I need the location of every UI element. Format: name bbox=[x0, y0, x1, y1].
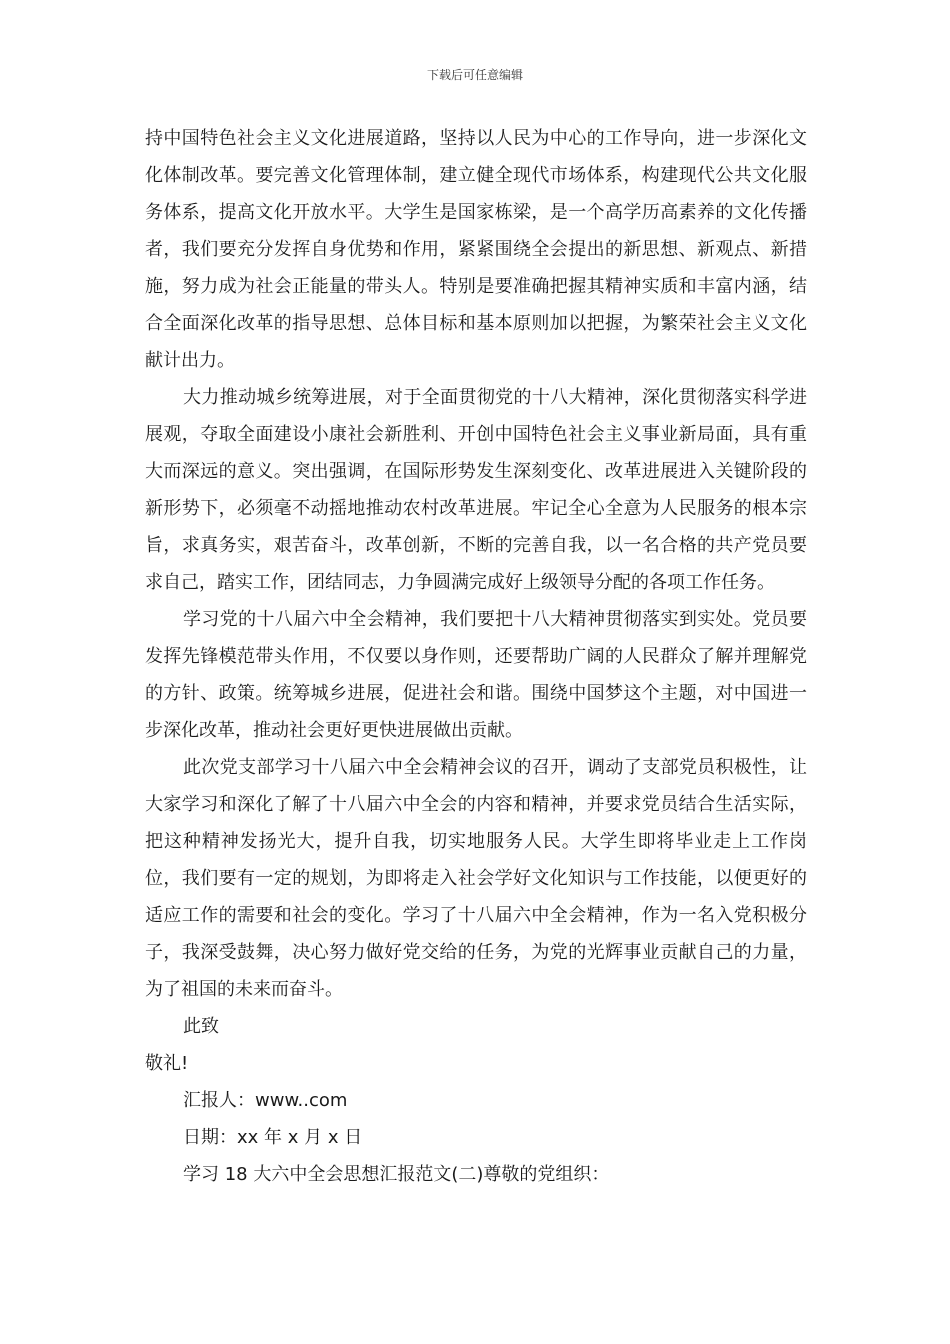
document-body bbox=[145, 120, 807, 1193]
closing-respect: 敬礼! bbox=[145, 1053, 189, 1074]
next-section-title: 学习 18 大六中全会思想汇报范文(二)尊敬的党组织： bbox=[183, 1164, 610, 1185]
date-line: 日期：xx 年 x 月 x 日 bbox=[183, 1127, 363, 1148]
header-note: 下载后可任意编辑 bbox=[426, 68, 523, 82]
paragraph: 大力推动城乡统筹进展，对于全面贯彻党的十八大精神，深化贯彻落实科学进展观，夺取全面建设小康社会新胜利、开创中国特色社会主义事业新局面，具有重大而深远的意义。突出强调，在国际形势发生深刻变化、改革进展进入关键阶段的新形势下，必须毫不动摇地推动农村改革进展。牢记全心全意为人民服务的根本宗旨，求真务实，艰苦奋斗，改革创新，不断的完善自我，以一名合格的共产党员要求自己，踏实工作，团结同志，力争圆满完成好上级领导分配的各项工作任务。 bbox=[145, 387, 807, 593]
paragraph: 学习党的十八届六中全会精神，我们要把十八大精神贯彻落实到实处。党员要发挥先锋模范带头作用，不仅要以身作则，还要帮助广阔的人民群众了解并理解党的方针、政策。统筹城乡进展，促进社会和谐。围绕中国梦这个主题，对中国进一步深化改革，推动社会更好更快进展做出贡献。 bbox=[145, 609, 807, 741]
paragraph: 此次党支部学习十八届六中全会精神会议的召开，调动了支部党员积极性，让大家学习和深化了解了十八届六中全会的内容和精神，并要求党员结合生活实际，把这种精神发扬光大，提升自我，切实地服务人民。大学生即将毕业走上工作岗位，我们要有一定的规划，为即将走入社会学好文化知识与工作技能，以便更好的适应工作的需要和社会的变化。学习了十八届六中全会精神，作为一名入党积极分子，我深受鼓舞，决心努力做好党交给的任务，为党的光辉事业贡献自己的力量，为了祖国的未来而奋斗。 bbox=[145, 757, 807, 1000]
reporter-line: 汇报人：www..com bbox=[183, 1090, 348, 1111]
paragraph-continued: 持中国特色社会主义文化进展道路，坚持以人民为中心的工作导向，进一步深化文化体制改革。要完善文化管理体制，建立健全现代市场体系，构建现代公共文化服务体系，提高文化开放水平。大学生是国家栋梁，是一个高学历高素养的文化传播者，我们要充分发挥自身优势和作用，紧紧围绕全会提出的新思想、新观点、新措施，努力成为社会正能量的带头人。特别是要准确把握其精神实质和丰富内涵，结合全面深化改革的指导思想、总体目标和基本原则加以把握，为繁荣社会主义文化献计出力。 bbox=[145, 128, 807, 371]
closing-salutation: 此致 bbox=[183, 1016, 219, 1037]
